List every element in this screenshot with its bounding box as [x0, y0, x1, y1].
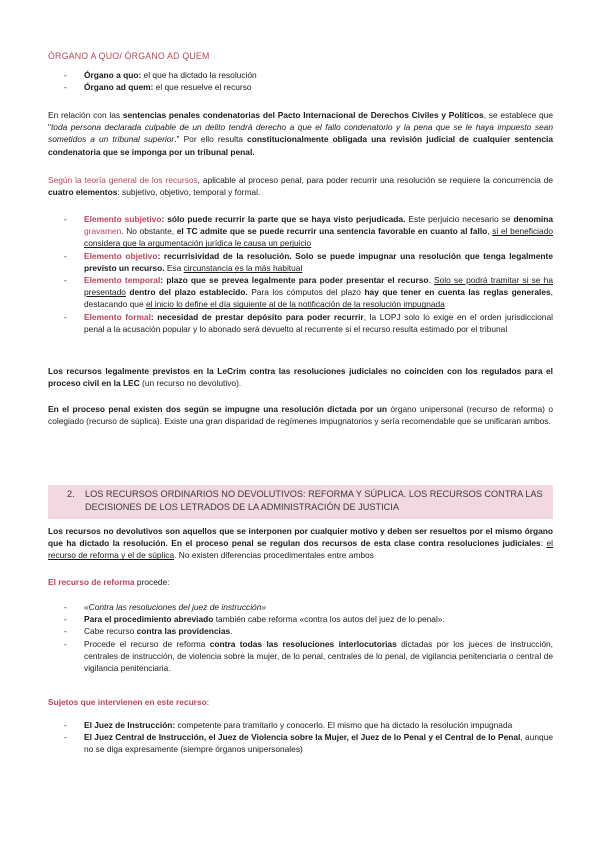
list-item: - Órgano ad quem: el que resuelve el recurso	[48, 81, 553, 93]
list-item-subjetivo: - Elemento subjetivo: sólo puede recurrir la parte que se haya visto perjudicada. Este perjuicio necesario se denomina gravamen. No obstante, el TC admite que se puede recurrir una sentencia favorable en cuanto al fallo, si el beneficiado considera que la argumentación jurídica le causa un perjuicio	[48, 213, 553, 250]
list-item: - Procede el recurso de reforma contra todas las resoluciones interlocutorias dictadas por los jueces de instrucción, centrales de instrucción, de violencia sobre la mujer, de lo penal, centrales de lo penal, de vigilancia penitenciaria o central de vigilancia penitenciaria.	[48, 638, 553, 675]
sujetos-heading: Sujetos que intervienen en este recurso:	[48, 697, 210, 707]
list-item: - El Juez de Instrucción: competente para tramitarlo y conocerlo. El mismo que ha dictado la resolución impugnada	[48, 719, 553, 731]
list-item: - «Contra las resoluciones del juez de instrucción»	[48, 601, 553, 613]
list-item: - Cabe recurso contra las providencias.	[48, 625, 553, 637]
section-title: LOS RECURSOS ORDINARIOS NO DEVOLUTIVOS: REFORMA Y SÚPLICA. LOS RECURSOS CONTRA LAS DECISIONES DE LOS LETRADOS DE LA ADMINISTRACIÓN DE JUSTICIA	[85, 489, 543, 512]
list-item-temporal: - Elemento temporal: plazo que se prevea legalmente para poder presentar el recurso. Solo se podrá tramitar si se ha presentado dentro del plazo establecido. Para los cómputos del plazo hay que tener en cuenta las reglas generales, destacando que el inicio lo define el día siguiente al de la notificación de la resolución impugnada	[48, 274, 553, 311]
paragraph-proceso-penal: En el proceso penal existen dos según se impugne una resolución dictada por un órgano unipersonal (recurso de reforma) o colegiado (recurso de súplica). Existe una gran disparidad de regímenes impugnatorios y sería recomendable que se unificaran ambos.	[48, 404, 553, 427]
paragraph-no-devolutivos: Los recursos no devolutivos son aquellos que se interponen por cualquier motivo y deben ser resueltos por el mismo órgano que ha dictado la resolución. En el proceso penal se regulan dos recursos de esta clase contra resoluciones judiciales: el recurso de reforma y el de súplica. No existen diferencias procedimentales entre ambos	[48, 526, 554, 561]
sujetos-list	[48, 719, 553, 756]
paragraph-teoria: Según la teoría general de los recursos, aplicable al proceso penal, para poder recurrir una resolución se requiere la concurrencia de cuatro elementos: subjetivo, objetivo, temporal y formal.	[48, 175, 554, 198]
paragraph-lecrim: Los recursos legalmente previstos en la LeCrim contra las resoluciones judiciales no coinciden con los regulados para el proceso civil en la LEC (un recurso no devolutivo).	[48, 366, 553, 389]
list-item: - El Juez Central de Instrucción, el Juez de Violencia sobre la Mujer, el Juez de lo Penal y el Central de lo Penal, aunque no se diga expresamente (siempre órganos unipersonales)	[48, 731, 553, 755]
list-item-objetivo: - Elemento objetivo: recurrisividad de la resolución. Solo se puede impugnar una resolución que tenga legalmente previsto un recurso. Esa circunstancia es la más habitual	[48, 250, 553, 274]
section-heading-organs	[48, 50, 553, 62]
organs-list	[48, 69, 553, 93]
paragraph-pacto: En relación con las sentencias penales condenatorias del Pacto Internacional de Derechos Civiles y Políticos, se establece que "toda persona declarada culpable de un delito tendrá derecho a que el fallo condenatorio y la pena que se le haya impuesto sean sometidos a un tribunal superior." Por ello resulta constitucionalmente obligada una revisión judicial de cualquier sentencia condenatoria que se imponga por un tribunal penal.	[48, 110, 554, 157]
list-item: - Órgano a quo: el que ha dictado la resolución	[48, 69, 553, 81]
elements-list	[48, 213, 553, 335]
list-item-formal: - Elemento formal: necesidad de prestar depósito para poder recurrir, la LOPJ solo lo exige en el orden jurisdiccional penal a la acusación popular y lo abonado será devuelto al recurrente si el recurso resulta estimado por el tribunal	[48, 311, 553, 335]
organs-heading: ÓRGANO A QUO/ ÓRGANO AD QUEM	[48, 51, 210, 61]
reforma-list	[48, 601, 553, 674]
section-2-banner	[48, 485, 553, 519]
list-item: - Para el procedimiento abreviado también cabe reforma «contra los autos del juez de lo penal».	[48, 613, 553, 625]
section-number: 2.	[67, 489, 75, 499]
reforma-heading: El recurso de reforma procede:	[48, 577, 170, 587]
